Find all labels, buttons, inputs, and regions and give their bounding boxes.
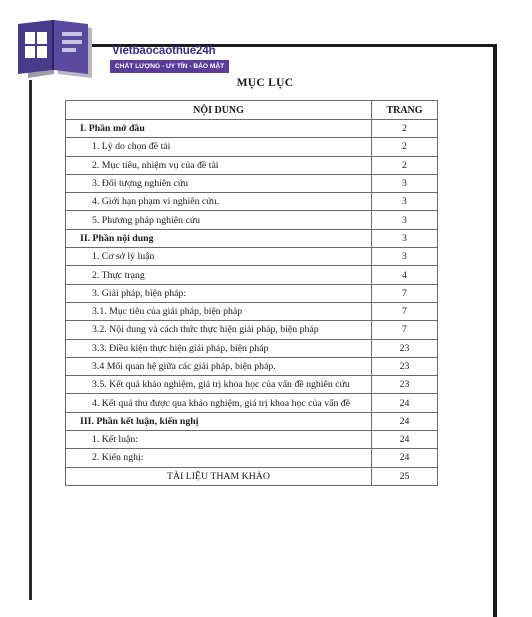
toc-row <box>66 211 438 229</box>
toc-header-content: NỘI DUNG <box>66 101 372 120</box>
toc-entry-page: 24 <box>372 412 438 430</box>
toc-row <box>66 339 438 357</box>
page-title: MỤC LỤC <box>236 77 294 89</box>
toc-entry-page: 3 <box>372 193 438 211</box>
brand-tagline: CHẤT LƯỢNG - UY TÍN - BẢO MẬT <box>110 60 229 73</box>
toc-entry-page: 2 <box>372 120 438 138</box>
toc-entry-label: 3.4 Mối quan hệ giữa các giải pháp, biện pháp. <box>66 357 372 375</box>
toc-row <box>66 431 438 449</box>
toc-entry-page: 2 <box>372 156 438 174</box>
toc-row <box>66 174 438 192</box>
toc-entry-label: 3.2. Nội dung và cách thức thực hiện giải pháp, biện pháp <box>66 321 372 339</box>
toc-header-row <box>66 101 438 120</box>
toc-entry-page: 24 <box>372 449 438 467</box>
toc-section-row <box>66 412 438 430</box>
toc-entry-label: 1. Lý do chọn đề tài <box>66 138 372 156</box>
toc-row <box>66 193 438 211</box>
toc-row <box>66 467 438 485</box>
toc-entry-page: 2 <box>372 138 438 156</box>
toc-entry-page: 3 <box>372 174 438 192</box>
toc-entry-label: I. Phần mở đầu <box>66 120 372 138</box>
toc-entry-label: 3.3. Điều kiện thực hiện giải pháp, biện pháp <box>66 339 372 357</box>
toc-row <box>66 394 438 412</box>
page-shadow <box>29 80 32 600</box>
toc-entry-page: 23 <box>372 376 438 394</box>
toc-section-row <box>66 120 438 138</box>
toc-entry-label: TÀI LIỆU THAM KHẢO <box>66 467 372 485</box>
watermark-logo <box>14 18 225 78</box>
toc-entry-label: II. Phần nội dung <box>66 229 372 247</box>
toc-row <box>66 321 438 339</box>
toc-header-page: TRANG <box>372 101 438 120</box>
toc-entry-label: 1. Kết luận: <box>66 431 372 449</box>
toc-entry-label: 4. Giới hạn phạm vi nghiên cứu. <box>66 193 372 211</box>
toc-entry-page: 3 <box>372 248 438 266</box>
toc-entry-label: 4. Kết quả thu được qua khảo nghiệm, giá trị khoa học của vấn đề <box>66 394 372 412</box>
toc-entry-page: 4 <box>372 266 438 284</box>
toc-row <box>66 248 438 266</box>
toc-entry-label: 3. Đối tượng nghiên cứu <box>66 174 372 192</box>
toc-body <box>66 120 438 486</box>
book-logo-icon <box>14 18 100 78</box>
toc-row <box>66 284 438 302</box>
toc-entry-page: 3 <box>372 229 438 247</box>
toc-entry-label: 3. Giải pháp, biện pháp: <box>66 284 372 302</box>
toc-entry-page: 7 <box>372 284 438 302</box>
toc-entry-page: 24 <box>372 431 438 449</box>
toc-entry-page: 23 <box>372 339 438 357</box>
toc-row <box>66 449 438 467</box>
toc-row <box>66 376 438 394</box>
toc-entry-label: 3.5. Kết quả khảo nghiệm, giá trị khoa học của vấn đề nghiên cứu <box>66 376 372 394</box>
toc-row <box>66 138 438 156</box>
toc-entry-page: 7 <box>372 302 438 320</box>
toc-entry-page: 3 <box>372 211 438 229</box>
toc-entry-page: 7 <box>372 321 438 339</box>
toc-entry-label: 2. Mục tiêu, nhiệm vụ của đề tài <box>66 156 372 174</box>
toc-entry-label: III. Phần kết luận, kiến nghị <box>66 412 372 430</box>
toc-section-row <box>66 229 438 247</box>
toc-entry-label: 5. Phương pháp nghiên cứu <box>66 211 372 229</box>
toc-entry-page: 24 <box>372 394 438 412</box>
brand-name: Vietbaocaothue24h <box>112 45 216 57</box>
toc-row <box>66 266 438 284</box>
toc-row <box>66 302 438 320</box>
toc-entry-page: 23 <box>372 357 438 375</box>
toc-entry-page: 25 <box>372 467 438 485</box>
toc-row <box>66 357 438 375</box>
toc-entry-label: 3.1. Mục tiêu của giải pháp, biện pháp <box>66 302 372 320</box>
toc-entry-label: 2. Kiến nghị: <box>66 449 372 467</box>
toc-table <box>65 100 438 486</box>
toc-row <box>66 156 438 174</box>
toc-entry-label: 1. Cơ sở lý luận <box>66 248 372 266</box>
toc-entry-label: 2. Thực trạng <box>66 266 372 284</box>
